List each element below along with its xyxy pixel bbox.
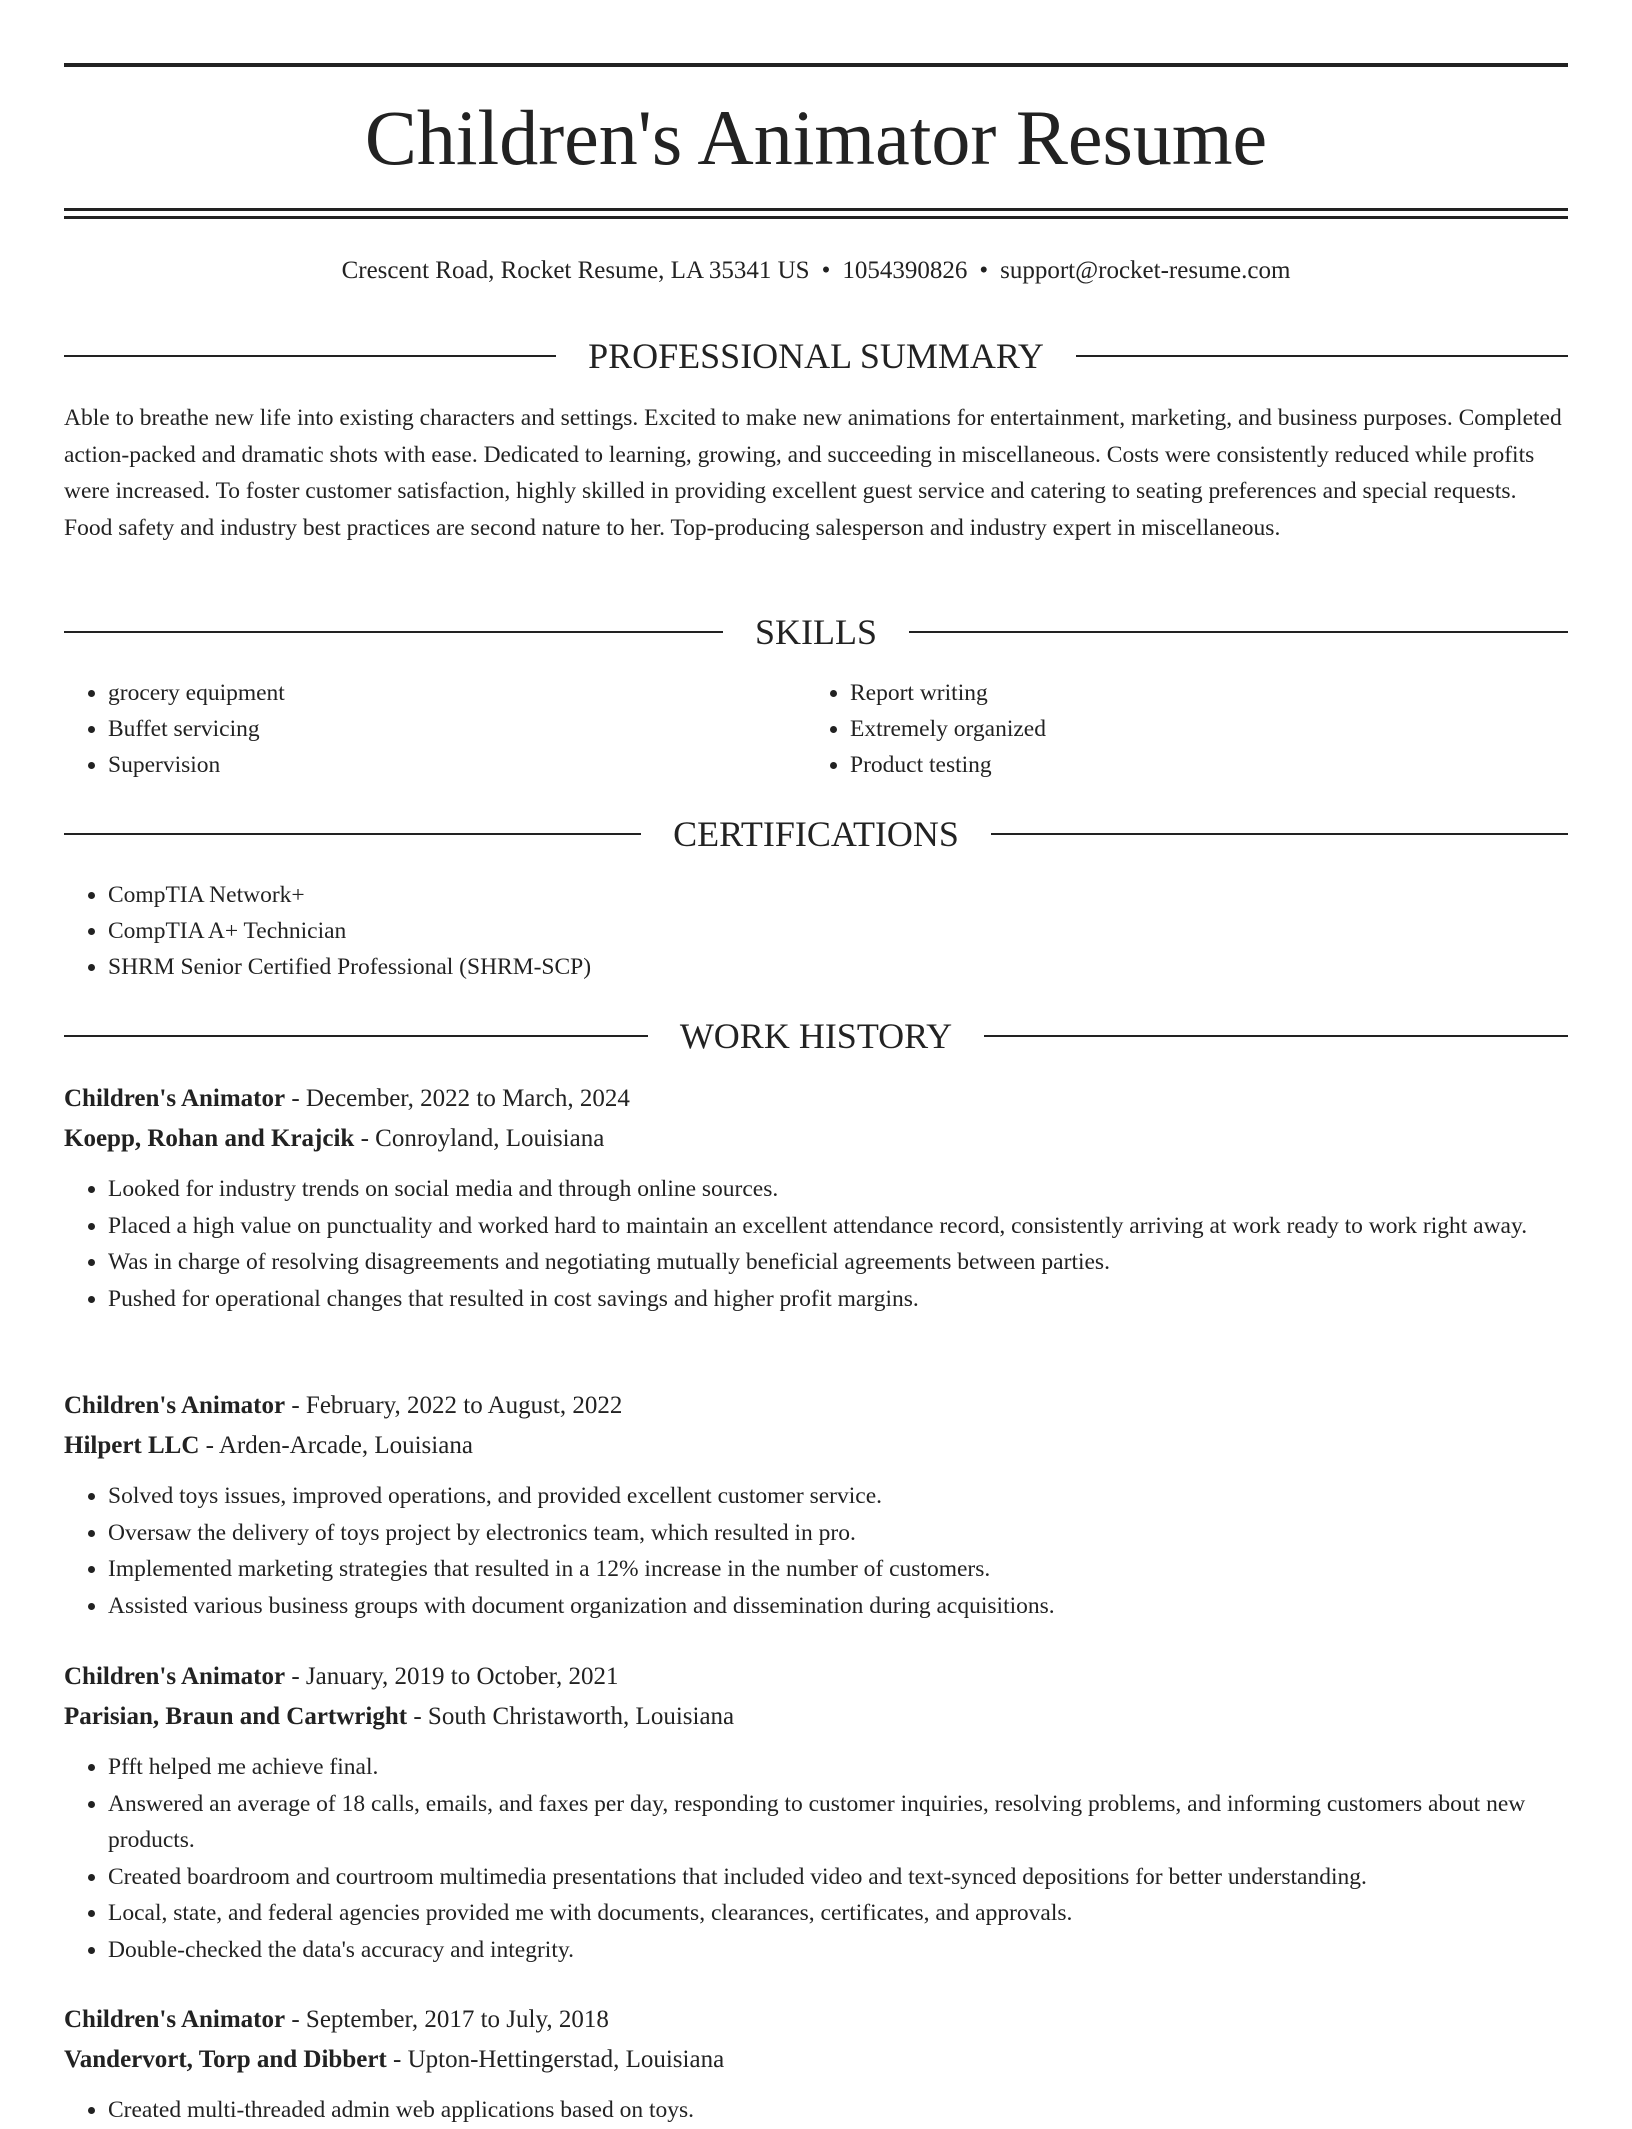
resume-title: Children's Animator Resume <box>364 94 1268 181</box>
heading-rule-left <box>64 355 556 357</box>
contact-separator: • <box>821 257 831 284</box>
certification-item: • SHRM Senior Certified Professional (SHRM-SCP) <box>108 949 1568 985</box>
job-bullet: • Created boardroom and courtroom multimedia presentations that included video and text-synced depositions for better understanding. <box>108 1859 1568 1896</box>
job-bullet: • Was in charge of resolving disagreements and negotiating mutually beneficial agreements between parties. <box>108 1244 1568 1281</box>
job-entry <box>64 1386 1568 1624</box>
job-company-line <box>64 2040 1568 2080</box>
job-bullets <box>64 2092 1568 2129</box>
heading-rule-left <box>64 631 723 633</box>
job-dates: - February, 2022 to August, 2022 <box>285 1392 623 1419</box>
certifications-list <box>64 877 1568 985</box>
heading-rule-right <box>1076 355 1568 357</box>
certifications-heading-label: CERTIFICATIONS <box>673 814 959 854</box>
job-title: Children's Animator <box>64 2006 286 2033</box>
skill-item: • Supervision <box>108 747 808 783</box>
heading-rule-left <box>64 1035 648 1037</box>
job-location: - Conroyland, Louisiana <box>354 1125 605 1152</box>
work-history-heading-label: WORK HISTORY <box>679 1016 953 1056</box>
heading-rule-right <box>991 833 1568 835</box>
top-rule <box>64 63 1568 67</box>
job-entry <box>64 1079 1568 1317</box>
job-entry <box>64 1657 1568 1968</box>
job-company: Koepp, Rohan and Krajcik <box>64 1125 355 1152</box>
contact-address: Crescent Road, Rocket Resume, LA 35341 US <box>341 257 810 284</box>
job-location: - South Christaworth, Louisiana <box>407 1703 735 1730</box>
skill-item: • Product testing <box>850 747 1550 783</box>
job-company: Hilpert LLC <box>64 1432 200 1459</box>
contact-line <box>64 252 1568 290</box>
job-title-line <box>64 1079 1568 1119</box>
skill-item: • Report writing <box>850 675 1550 711</box>
job-bullet: • Oversaw the delivery of toys project by electronics team, which resulted in pro. <box>108 1515 1568 1552</box>
job-title-line <box>64 2000 1568 2040</box>
job-title: Children's Animator <box>64 1392 286 1419</box>
job-bullet: • Local, state, and federal agencies provided me with documents, clearances, certificates, and approvals. <box>108 1895 1568 1932</box>
skill-item: • grocery equipment <box>108 675 808 711</box>
skills-list-left <box>64 675 808 783</box>
job-bullet: • Assisted various business groups with document organization and dissemination during acquisitions. <box>108 1588 1568 1625</box>
job-location: - Arden-Arcade, Louisiana <box>199 1432 473 1459</box>
summary-heading <box>64 334 1568 378</box>
certification-item: • CompTIA Network+ <box>108 877 1568 913</box>
skills-heading-label: SKILLS <box>755 612 878 652</box>
certification-item: • CompTIA A+ Technician <box>108 913 1568 949</box>
work-history-heading <box>64 1014 1568 1058</box>
job-dates: - January, 2019 to October, 2021 <box>285 1663 619 1690</box>
job-title-line <box>64 1657 1568 1697</box>
job-location: - Upton-Hettingerstad, Louisiana <box>386 2046 725 2073</box>
job-bullet: • Implemented marketing strategies that resulted in a 12% increase in the number of customers. <box>108 1551 1568 1588</box>
job-bullets <box>64 1171 1568 1317</box>
job-company-line <box>64 1119 1568 1159</box>
job-bullets <box>64 1749 1568 1968</box>
heading-rule-left <box>64 833 641 835</box>
summary-heading-label: PROFESSIONAL SUMMARY <box>588 336 1044 376</box>
title-rule-upper <box>64 208 1568 211</box>
skill-item: • Extremely organized <box>850 711 1550 747</box>
skills-list-right <box>806 675 1550 783</box>
skills-heading <box>64 610 1568 654</box>
job-company-line <box>64 1426 1568 1466</box>
job-bullet: • Solved toys issues, improved operations, and provided excellent customer service. <box>108 1478 1568 1515</box>
job-dates: - September, 2017 to July, 2018 <box>285 2006 609 2033</box>
job-bullet: • Created multi-threaded admin web applications based on toys. <box>108 2092 1568 2129</box>
summary-text: Able to breathe new life into existing characters and settings. Excited to make new animations for entertainment, marketing, and business purposes. Completed action-packed and dramatic shots with ease. Dedicated to learning, growing, and succeeding in miscellaneous. Costs were consistently reduced while profits were increased. To foster customer satisfaction, highly skilled in providing excellent guest service and catering to seating preferences and special requests. Food safety and industry best practices are second nature to her. Top-producing salesperson and industry expert in miscellaneous. <box>64 405 1562 541</box>
job-title: Children's Animator <box>64 1085 286 1112</box>
job-bullet: • Looked for industry trends on social media and through online sources. <box>108 1171 1568 1208</box>
job-company-line <box>64 1697 1568 1737</box>
heading-rule-right <box>984 1035 1568 1037</box>
job-bullet: • Pfft helped me achieve final. <box>108 1749 1568 1786</box>
job-title: Children's Animator <box>64 1663 286 1690</box>
job-entry <box>64 2000 1568 2129</box>
job-bullets <box>64 1478 1568 1624</box>
job-dates: - December, 2022 to March, 2024 <box>285 1085 630 1112</box>
skill-item: • Buffet servicing <box>108 711 808 747</box>
job-title-line <box>64 1386 1568 1426</box>
job-bullet: • Answered an average of 18 calls, emails, and faxes per day, responding to customer inquiries, resolving problems, and informing customers about new products. <box>108 1786 1568 1859</box>
heading-rule-right <box>909 631 1568 633</box>
title-rule-lower <box>64 216 1568 219</box>
job-bullet: • Pushed for operational changes that resulted in cost savings and higher profit margins. <box>108 1281 1568 1318</box>
contact-email[interactable]: support@rocket-resume.com <box>1000 257 1291 284</box>
job-company: Vandervort, Torp and Dibbert <box>64 2046 387 2073</box>
contact-phone: 1054390826 <box>842 257 968 284</box>
contact-separator: • <box>979 257 989 284</box>
job-bullet: • Double-checked the data's accuracy and integrity. <box>108 1932 1568 1969</box>
job-company: Parisian, Braun and Cartwright <box>64 1703 408 1730</box>
certifications-heading <box>64 812 1568 856</box>
job-bullet: • Placed a high value on punctuality and worked hard to maintain an excellent attendance record, consistently arriving at work ready to work right away. <box>108 1208 1568 1245</box>
